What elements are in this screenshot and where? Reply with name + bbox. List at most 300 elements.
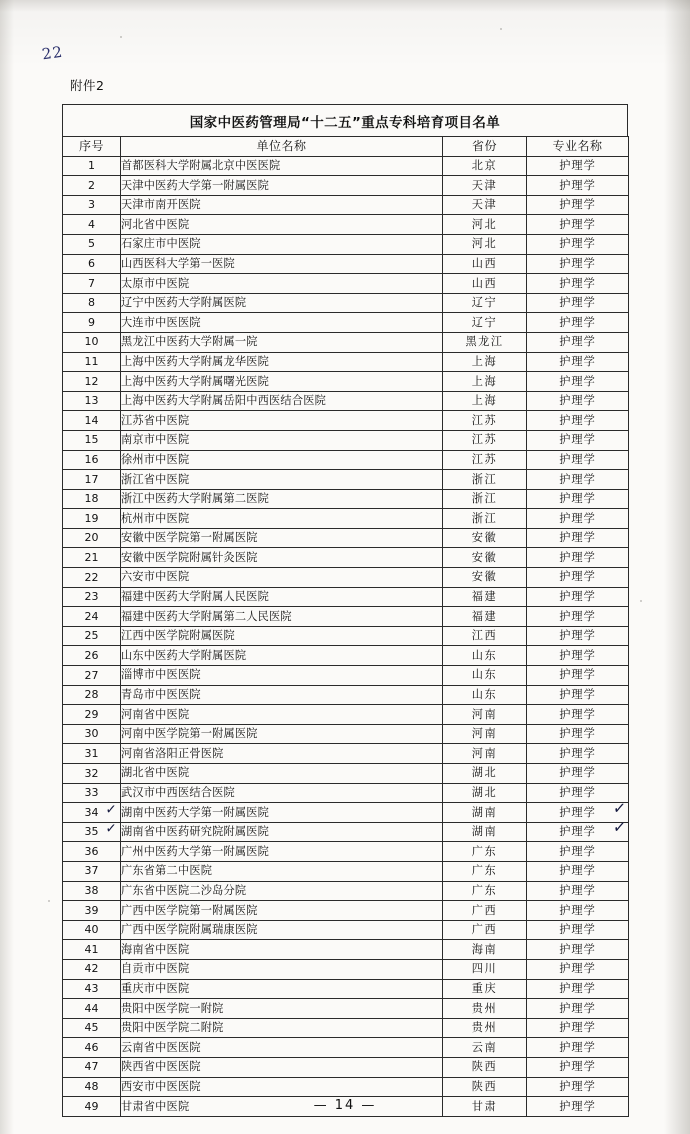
cell-province: 湖南 xyxy=(443,803,527,823)
cell-index xyxy=(63,1018,121,1038)
cell-province: 天津 xyxy=(443,176,527,196)
table-row xyxy=(63,528,629,548)
cell-specialty xyxy=(527,861,629,881)
specialty-value: 护理学 xyxy=(559,727,596,741)
specialty-value: 护理学 xyxy=(559,217,596,231)
cell-specialty xyxy=(527,1057,629,1077)
index-value: 8 xyxy=(88,296,95,310)
index-value: 41 xyxy=(84,942,99,956)
specialty-value: 护理学 xyxy=(559,668,596,682)
cell-index xyxy=(63,489,121,509)
cell-unit-name: 天津中医药大学第一附属医院 xyxy=(121,176,443,196)
cell-specialty xyxy=(527,685,629,705)
cell-specialty xyxy=(527,450,629,470)
specialty-value: 护理学 xyxy=(559,629,596,643)
cell-index xyxy=(63,666,121,686)
table-row xyxy=(63,959,629,979)
index-value: 2 xyxy=(88,178,95,192)
cell-specialty xyxy=(527,430,629,450)
cell-province: 广东 xyxy=(443,842,527,862)
cell-index xyxy=(63,195,121,215)
cell-unit-name: 天津市南开医院 xyxy=(121,195,443,215)
index-value: 37 xyxy=(84,864,99,878)
cell-province: 广西 xyxy=(443,920,527,940)
cell-specialty xyxy=(527,234,629,254)
cell-index xyxy=(63,587,121,607)
cell-province: 北京 xyxy=(443,156,527,176)
cell-unit-name: 太原市中医院 xyxy=(121,274,443,294)
index-value: 18 xyxy=(84,492,99,506)
project-list-table xyxy=(62,136,629,1117)
cell-unit-name: 福建中医药大学附属人民医院 xyxy=(121,587,443,607)
specialty-value: 护理学 xyxy=(559,354,596,368)
table-row xyxy=(63,822,629,842)
cell-province: 浙江 xyxy=(443,509,527,529)
table-row xyxy=(63,842,629,862)
cell-province: 山东 xyxy=(443,666,527,686)
cell-index xyxy=(63,450,121,470)
cell-unit-name: 杭州市中医院 xyxy=(121,509,443,529)
cell-index xyxy=(63,372,121,392)
cell-unit-name: 江苏省中医院 xyxy=(121,411,443,431)
index-value: 46 xyxy=(84,1040,99,1054)
scan-speck xyxy=(120,36,122,38)
handwritten-check-icon: ✓ xyxy=(105,801,118,819)
cell-specialty xyxy=(527,842,629,862)
index-value: 30 xyxy=(84,727,99,741)
table-row xyxy=(63,372,629,392)
cell-province: 湖北 xyxy=(443,764,527,784)
cell-unit-name: 大连市中医医院 xyxy=(121,313,443,333)
table-row xyxy=(63,313,629,333)
index-value: 44 xyxy=(84,1001,99,1015)
cell-index xyxy=(63,1057,121,1077)
cell-specialty xyxy=(527,999,629,1019)
cell-unit-name: 河南省洛阳正骨医院 xyxy=(121,744,443,764)
cell-province: 陕西 xyxy=(443,1057,527,1077)
cell-province: 河南 xyxy=(443,724,527,744)
specialty-value: 护理学 xyxy=(559,237,596,251)
table-row xyxy=(63,764,629,784)
cell-unit-name: 徐州市中医院 xyxy=(121,450,443,470)
cell-unit-name: 安徽中医学院附属针灸医院 xyxy=(121,548,443,568)
cell-unit-name: 浙江省中医院 xyxy=(121,470,443,490)
cell-unit-name: 陕西省中医医院 xyxy=(121,1057,443,1077)
cell-index xyxy=(63,391,121,411)
cell-unit-name: 甘肃省中医院 xyxy=(121,1097,443,1117)
specialty-value: 护理学 xyxy=(559,844,596,858)
cell-index xyxy=(63,724,121,744)
cell-unit-name: 海南省中医院 xyxy=(121,940,443,960)
table-row xyxy=(63,724,629,744)
table-row xyxy=(63,332,629,352)
cell-specialty xyxy=(527,293,629,313)
table-row xyxy=(63,685,629,705)
cell-province: 河北 xyxy=(443,215,527,235)
table-row xyxy=(63,803,629,823)
cell-specialty xyxy=(527,920,629,940)
specialty-value: 护理学 xyxy=(559,746,596,760)
specialty-value: 护理学 xyxy=(559,550,596,564)
cell-province: 上海 xyxy=(443,372,527,392)
table-row xyxy=(63,901,629,921)
cell-specialty xyxy=(527,783,629,803)
specialty-value: 护理学 xyxy=(559,766,596,780)
specialty-value: 护理学 xyxy=(559,883,596,897)
table-row xyxy=(63,470,629,490)
cell-specialty xyxy=(527,254,629,274)
table-row xyxy=(63,705,629,725)
handwritten-check-icon: ✓ xyxy=(611,797,628,820)
cell-unit-name: 广西中医学院附属瑞康医院 xyxy=(121,920,443,940)
specialty-value: 护理学 xyxy=(559,1001,596,1015)
index-value: 32 xyxy=(84,766,99,780)
specialty-value: 护理学 xyxy=(559,1040,596,1054)
cell-unit-name: 湖南省中医药研究院附属医院 xyxy=(121,822,443,842)
index-value: 38 xyxy=(84,884,99,898)
specialty-value: 护理学 xyxy=(559,1060,596,1074)
specialty-value: 护理学 xyxy=(559,707,596,721)
attachment-label: 附件2 xyxy=(70,78,105,93)
specialty-value: 护理学 xyxy=(559,590,596,604)
index-value: 21 xyxy=(84,550,99,564)
specialty-value: 护理学 xyxy=(559,256,596,270)
cell-specialty xyxy=(527,156,629,176)
index-value: 1 xyxy=(88,159,95,173)
cell-index xyxy=(63,744,121,764)
cell-province: 山西 xyxy=(443,274,527,294)
cell-province: 河南 xyxy=(443,705,527,725)
specialty-value: 护理学 xyxy=(559,296,596,310)
index-value: 33 xyxy=(84,786,99,800)
cell-province: 广东 xyxy=(443,881,527,901)
handwritten-check-icon: ✓ xyxy=(105,820,118,838)
cell-unit-name: 上海中医药大学附属龙华医院 xyxy=(121,352,443,372)
table-row xyxy=(63,861,629,881)
index-value: 49 xyxy=(84,1099,99,1113)
specialty-value: 护理学 xyxy=(559,688,596,702)
cell-specialty xyxy=(527,705,629,725)
cell-province: 安徽 xyxy=(443,528,527,548)
index-value: 6 xyxy=(88,257,95,271)
cell-province: 甘肃 xyxy=(443,1097,527,1117)
table-row xyxy=(63,548,629,568)
index-value: 42 xyxy=(84,962,99,976)
cell-specialty xyxy=(527,797,629,823)
cell-specialty xyxy=(527,881,629,901)
cell-province: 贵州 xyxy=(443,1018,527,1038)
specialty-value: 护理学 xyxy=(559,433,596,447)
cell-province: 陕西 xyxy=(443,1077,527,1097)
cell-unit-name: 武汉市中西医结合医院 xyxy=(121,783,443,803)
scan-edge-top xyxy=(0,0,690,12)
cell-province: 安徽 xyxy=(443,548,527,568)
specialty-value: 护理学 ✓ xyxy=(559,817,628,840)
cell-index xyxy=(63,959,121,979)
cell-specialty xyxy=(527,489,629,509)
table-row xyxy=(63,215,629,235)
table-row xyxy=(63,430,629,450)
page-title: 国家中医药管理局“十二五”重点专科培育项目名单 xyxy=(62,104,628,136)
cell-index xyxy=(63,901,121,921)
cell-index xyxy=(63,274,121,294)
cell-specialty xyxy=(527,607,629,627)
cell-specialty xyxy=(527,332,629,352)
specialty-value: 护理学 xyxy=(559,452,596,466)
specialty-value: 护理学 xyxy=(559,178,596,192)
table-row xyxy=(63,626,629,646)
cell-province: 江苏 xyxy=(443,411,527,431)
table-row xyxy=(63,293,629,313)
handwritten-annotation: 22 xyxy=(40,42,65,64)
index-value: 35 ✓ xyxy=(84,820,118,839)
index-value: 29 xyxy=(84,707,99,721)
cell-province: 黑龙江 xyxy=(443,332,527,352)
cell-index xyxy=(63,979,121,999)
table-row xyxy=(63,1057,629,1077)
specialty-value: 护理学 xyxy=(559,492,596,506)
cell-index xyxy=(63,293,121,313)
cell-index xyxy=(63,861,121,881)
cell-unit-name: 广东省第二中医院 xyxy=(121,861,443,881)
specialty-value: 护理学 xyxy=(559,1021,596,1035)
cell-province: 山东 xyxy=(443,685,527,705)
cell-specialty xyxy=(527,817,629,842)
handwritten-check-icon: ✓ xyxy=(611,817,628,840)
cell-unit-name: 西安市中医医院 xyxy=(121,1077,443,1097)
cell-specialty xyxy=(527,352,629,372)
table-row xyxy=(63,744,629,764)
cell-specialty xyxy=(527,509,629,529)
index-value: 9 xyxy=(88,315,95,329)
index-value: 15 xyxy=(84,433,99,447)
scan-edge-left xyxy=(0,0,14,1134)
cell-province: 辽宁 xyxy=(443,293,527,313)
index-value: 39 xyxy=(84,903,99,917)
table-row xyxy=(63,234,629,254)
cell-unit-name: 河南中医学院第一附属医院 xyxy=(121,724,443,744)
table-row xyxy=(63,489,629,509)
cell-unit-name: 广州中医药大学第一附属医院 xyxy=(121,842,443,862)
cell-specialty xyxy=(527,724,629,744)
scan-speck xyxy=(48,900,50,902)
cell-unit-name: 贵阳中医学院一附院 xyxy=(121,999,443,1019)
cell-specialty xyxy=(527,940,629,960)
cell-specialty xyxy=(527,391,629,411)
table-row xyxy=(63,587,629,607)
cell-index xyxy=(63,999,121,1019)
specialty-value: 护理学 xyxy=(559,864,596,878)
cell-index xyxy=(63,783,121,803)
index-value: 20 xyxy=(84,531,99,545)
index-value: 3 xyxy=(88,198,95,212)
cell-index xyxy=(63,313,121,333)
cell-index xyxy=(63,528,121,548)
index-value: 17 xyxy=(84,472,99,486)
cell-province: 天津 xyxy=(443,195,527,215)
index-value: 24 xyxy=(84,609,99,623)
cell-province: 上海 xyxy=(443,352,527,372)
cell-specialty xyxy=(527,274,629,294)
scan-edge-right xyxy=(664,0,690,1134)
cell-province: 浙江 xyxy=(443,489,527,509)
index-value: 43 xyxy=(84,982,99,996)
cell-unit-name: 贵阳中医学院二附院 xyxy=(121,1018,443,1038)
index-value: 5 xyxy=(88,237,95,251)
table-row xyxy=(63,999,629,1019)
index-value: 45 xyxy=(84,1021,99,1035)
cell-index xyxy=(63,881,121,901)
page-number: — 14 — xyxy=(313,1098,377,1113)
index-value: 28 xyxy=(84,688,99,702)
cell-specialty xyxy=(527,1038,629,1058)
cell-province: 江苏 xyxy=(443,450,527,470)
column-header-unit-name: 单位名称 xyxy=(121,137,443,157)
index-value: 25 xyxy=(84,629,99,643)
cell-unit-name: 上海中医药大学附属岳阳中西医结合医院 xyxy=(121,391,443,411)
cell-unit-name: 湖南中医药大学第一附属医院 xyxy=(121,803,443,823)
cell-index xyxy=(63,509,121,529)
cell-index xyxy=(63,411,121,431)
cell-specialty xyxy=(527,313,629,333)
index-value: 14 xyxy=(84,413,99,427)
table-row xyxy=(63,411,629,431)
specialty-value: 护理学 xyxy=(559,923,596,937)
scan-speck xyxy=(640,600,642,602)
cell-index xyxy=(63,920,121,940)
cell-specialty xyxy=(527,901,629,921)
cell-index xyxy=(63,803,121,823)
cell-unit-name: 河北省中医院 xyxy=(121,215,443,235)
table-body xyxy=(63,156,629,1116)
table-row xyxy=(63,195,629,215)
specialty-value: 护理学 xyxy=(559,394,596,408)
cell-index xyxy=(63,646,121,666)
specialty-value: 护理学 xyxy=(559,570,596,584)
specialty-value: 护理学 xyxy=(559,786,596,800)
cell-index xyxy=(63,430,121,450)
cell-unit-name: 湖北省中医院 xyxy=(121,764,443,784)
column-header-province: 省份 xyxy=(443,137,527,157)
cell-unit-name: 山西医科大学第一医院 xyxy=(121,254,443,274)
specialty-value: 护理学 xyxy=(559,159,596,173)
table-row xyxy=(63,1018,629,1038)
specialty-value: 护理学 xyxy=(559,942,596,956)
column-header-specialty: 专业名称 xyxy=(527,137,629,157)
table-row xyxy=(63,176,629,196)
table-row xyxy=(63,450,629,470)
index-value: 12 xyxy=(84,374,99,388)
index-value: 31 xyxy=(84,746,99,760)
index-value: 4 xyxy=(88,217,95,231)
table-row xyxy=(63,1038,629,1058)
cell-specialty xyxy=(527,626,629,646)
cell-index xyxy=(63,685,121,705)
cell-unit-name: 辽宁中医药大学附属医院 xyxy=(121,293,443,313)
specialty-value: 护理学 xyxy=(559,981,596,995)
cell-index xyxy=(63,607,121,627)
cell-unit-name: 广西中医学院第一附属医院 xyxy=(121,901,443,921)
table-row xyxy=(63,274,629,294)
cell-province: 江西 xyxy=(443,626,527,646)
cell-index xyxy=(63,352,121,372)
cell-province: 辽宁 xyxy=(443,313,527,333)
cell-unit-name: 山东中医药大学附属医院 xyxy=(121,646,443,666)
cell-unit-name: 上海中医药大学附属曙光医院 xyxy=(121,372,443,392)
cell-province: 湖北 xyxy=(443,783,527,803)
cell-province: 四川 xyxy=(443,959,527,979)
cell-specialty xyxy=(527,372,629,392)
table-row xyxy=(63,881,629,901)
index-value: 40 xyxy=(84,923,99,937)
cell-province: 上海 xyxy=(443,391,527,411)
index-value: 23 xyxy=(84,590,99,604)
table-header-row xyxy=(63,137,629,157)
specialty-value: 护理学 xyxy=(559,962,596,976)
cell-specialty xyxy=(527,411,629,431)
cell-specialty xyxy=(527,176,629,196)
index-value: 13 xyxy=(84,394,99,408)
column-header-index: 序号 xyxy=(63,137,121,157)
index-value: 7 xyxy=(88,276,95,290)
cell-province: 山西 xyxy=(443,254,527,274)
cell-specialty xyxy=(527,764,629,784)
cell-unit-name: 淄博市中医医院 xyxy=(121,666,443,686)
specialty-value: 护理学 xyxy=(559,1099,596,1113)
cell-index xyxy=(63,254,121,274)
specialty-value: 护理学 xyxy=(559,531,596,545)
cell-unit-name: 安徽中医学院第一附属医院 xyxy=(121,528,443,548)
specialty-value: 护理学 xyxy=(559,315,596,329)
cell-unit-name: 南京市中医院 xyxy=(121,430,443,450)
cell-index xyxy=(63,822,121,842)
cell-unit-name: 青岛市中医医院 xyxy=(121,685,443,705)
cell-specialty xyxy=(527,528,629,548)
specialty-value: 护理学 xyxy=(559,609,596,623)
specialty-value: 护理学 xyxy=(559,276,596,290)
cell-province: 浙江 xyxy=(443,470,527,490)
cell-unit-name: 云南省中医医院 xyxy=(121,1038,443,1058)
cell-province: 福建 xyxy=(443,607,527,627)
cell-province: 福建 xyxy=(443,587,527,607)
cell-specialty xyxy=(527,587,629,607)
cell-specialty xyxy=(527,979,629,999)
cell-index xyxy=(63,176,121,196)
index-value: 26 xyxy=(84,648,99,662)
table-row xyxy=(63,940,629,960)
cell-unit-name: 江西中医学院附属医院 xyxy=(121,626,443,646)
specialty-value: 护理学 xyxy=(559,1079,596,1093)
index-value: 47 xyxy=(84,1060,99,1074)
cell-province: 湖南 xyxy=(443,822,527,842)
cell-unit-name: 首都医科大学附属北京中医医院 xyxy=(121,156,443,176)
cell-index xyxy=(63,548,121,568)
index-value: 36 xyxy=(84,844,99,858)
cell-province: 广西 xyxy=(443,901,527,921)
cell-index xyxy=(63,234,121,254)
index-value: 34 ✓ xyxy=(84,801,118,819)
cell-unit-name: 浙江中医药大学附属第二医院 xyxy=(121,489,443,509)
cell-specialty xyxy=(527,1077,629,1097)
table-row xyxy=(63,391,629,411)
index-value: 22 xyxy=(84,570,99,584)
cell-index xyxy=(63,156,121,176)
specialty-value: 护理学 xyxy=(559,903,596,917)
cell-index xyxy=(63,1038,121,1058)
specialty-value: 护理学 xyxy=(559,374,596,388)
cell-index xyxy=(63,332,121,352)
specialty-value: 护理学 xyxy=(559,413,596,427)
